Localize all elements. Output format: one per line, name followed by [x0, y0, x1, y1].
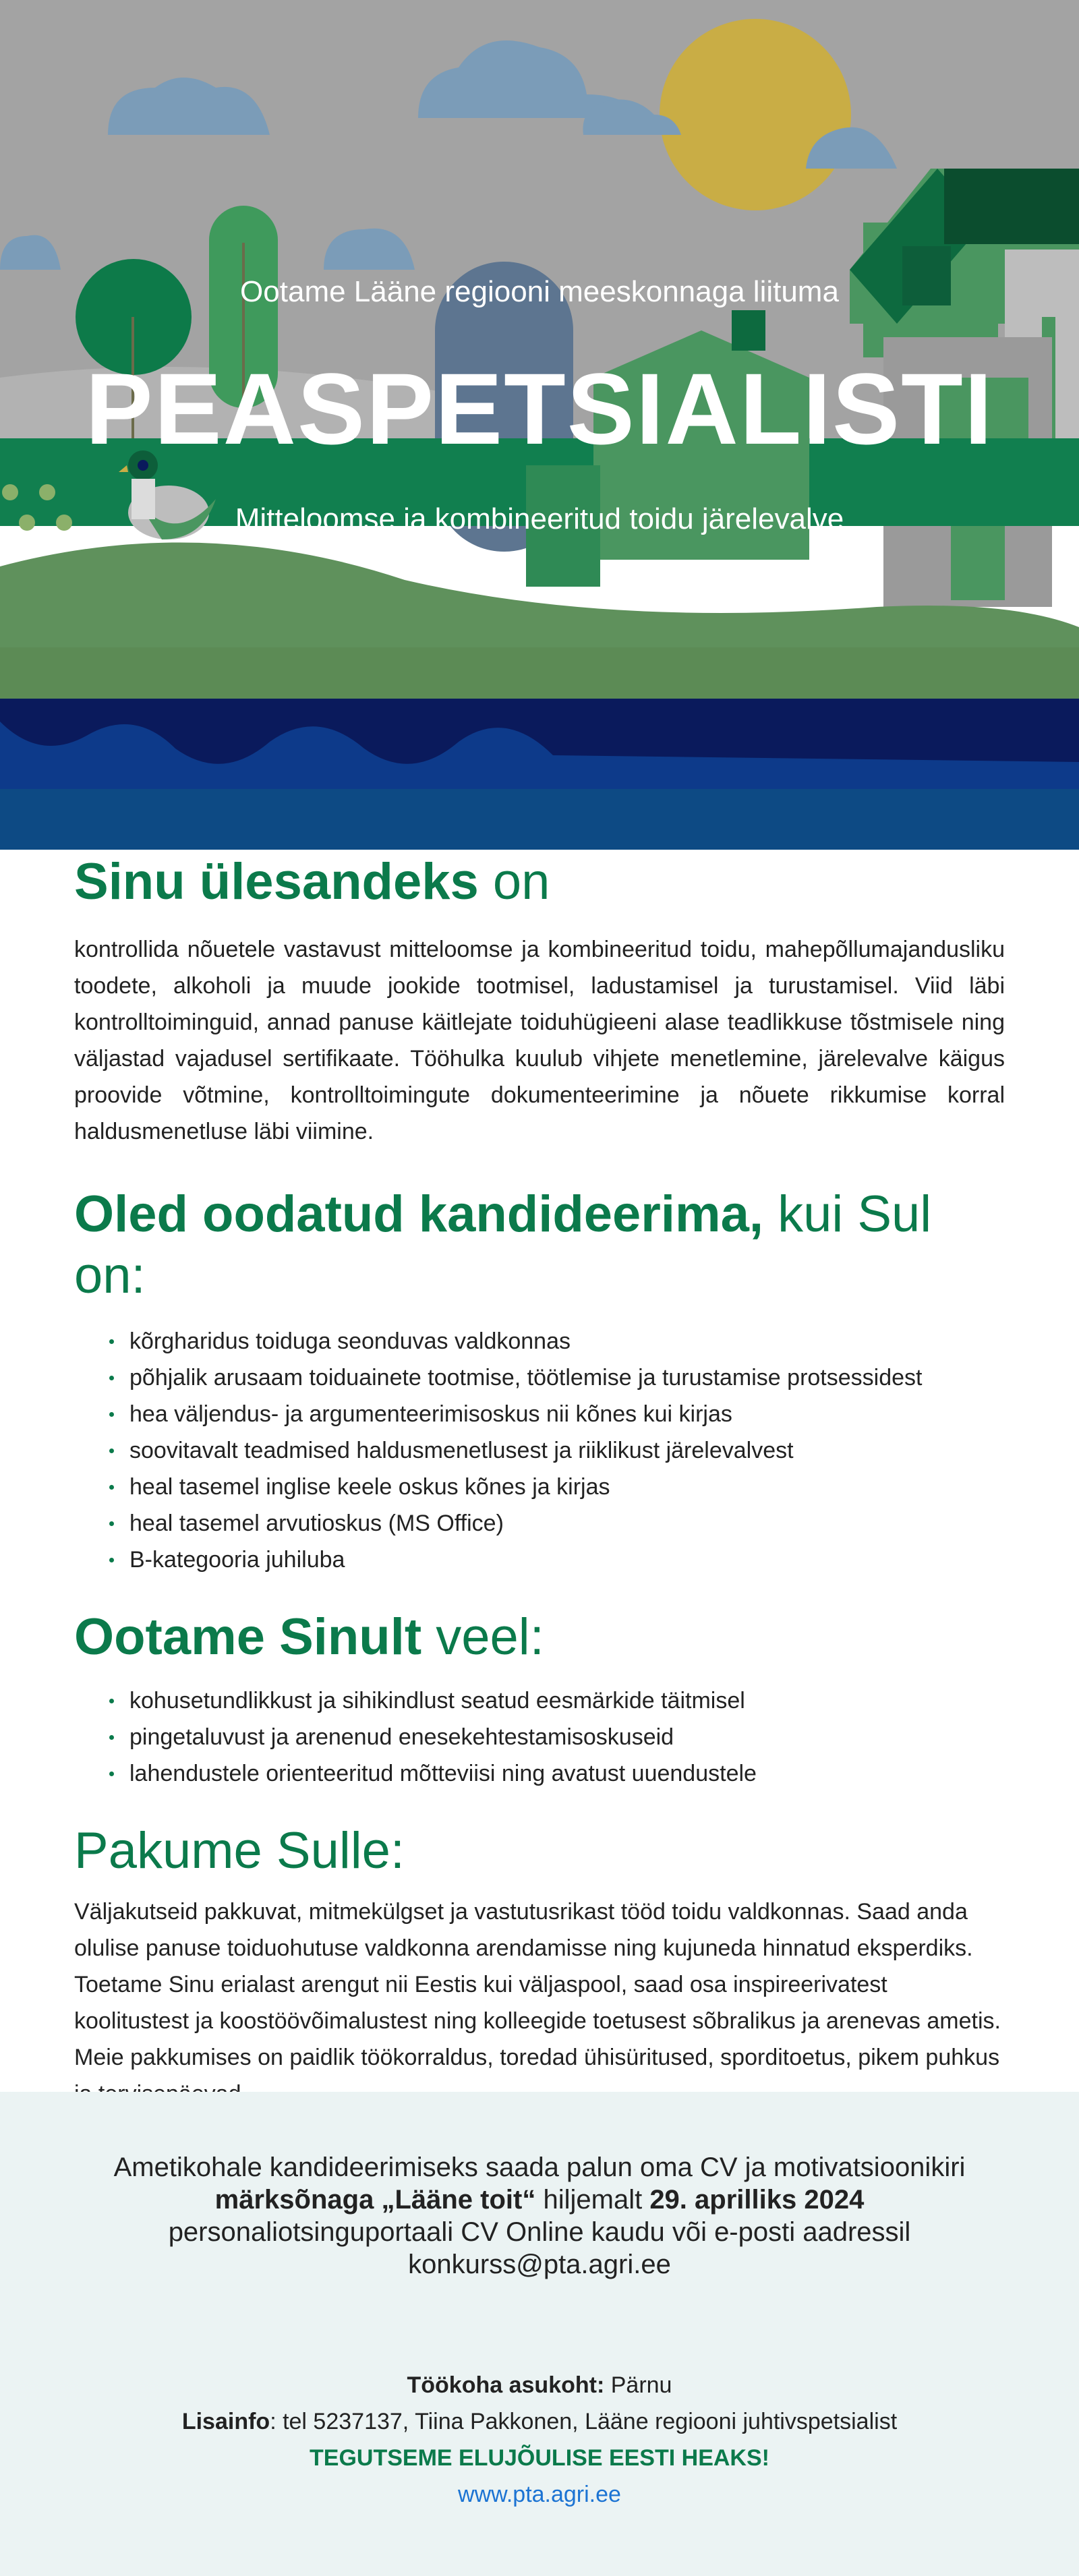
tasks-text: kontrollida nõuetele vastavust mitteloomse ja kombineeritud toidu, mahepõllumajandusliku toodete, alkoholi ja muude jookide tootmisel, ladustamisel ja turustamisel. Viid läbi kontrolltoiminguid, annad panuse käitlejate toiduhügieeni alase teadlikkuse tõstmisele ning väljastad vajadusel sertifikaate. Tööhulka kuulub vihjete menetlemine, järelevalve käigus proovide võtmine, kontrolltoimingute dokumenteerimine ja nõuete rikkumise korral haldusmenetluse läbi viimine. — [74, 937, 1005, 1145]
hero-banner — [0, 0, 1079, 850]
page-title: PEASPETSIALISTI — [85, 352, 994, 465]
offer-text — [74, 1894, 1005, 2112]
list-item: soovitavalt teadmised haldusmenetlusest ja riiklikust järelevalvest — [109, 1432, 1005, 1469]
sun-icon — [660, 19, 851, 210]
list-item: kõrgharidus toiduga seonduvas valdkonnas — [109, 1323, 1005, 1359]
expectations-list — [74, 1682, 1005, 1792]
requirements-list — [74, 1323, 1005, 1578]
footer — [0, 2092, 1079, 2576]
list-item: põhjalik arusaam toiduainete tootmise, töötlemise ja turustamise protsessidest — [109, 1359, 1005, 1396]
apply-deadline: 29. aprilliks 2024 — [649, 2185, 865, 2215]
offer-paragraph: Meie pakkumises on paidlik töökorraldus, toredad ühisüritused, sporditoetus, pikem puhkus — [74, 2044, 1000, 2070]
list-item: lahendustele orienteeritud mõtteviisi ning avatust uuendustele — [109, 1755, 1005, 1792]
hero-subtitle-top: Ootame Lääne regiooni meeskonnaga liituma — [240, 275, 839, 308]
requirements-heading: Oled oodatud kandideerima, kui Sul on: — [74, 1185, 932, 1305]
expectations-heading: Ootame Sinult veel: — [74, 1608, 544, 1666]
offer-paragraph: Toetame Sinu erialast arengut nii Eestis kui väljaspool, saad osa inspireerivatest koolitustest ja koostöövõimalustest ning kolleegide toetusest sõbralikus ja arenevas ametis. — [74, 1971, 1001, 2034]
list-item: heal tasemel inglise keele oskus kõnes ja kirjas — [109, 1469, 1005, 1505]
apply-line: märksõnaga „Lääne toit“ hiljemalt 29. aprilliks 2024 — [214, 2185, 865, 2215]
offer-paragraph: Väljakutseid pakkuvat, mitmekülgset ja vastutusrikast tööd toidu valdkonnas. Saad anda olulise panuse toiduohutuse valdkonna arendamisse ning kujuneda hinnatud eksperdiks. — [74, 1898, 973, 1961]
contact-info — [0, 2367, 1079, 2513]
offer-heading: Pakume Sulle: — [74, 1821, 405, 1879]
main-content — [74, 851, 1005, 2112]
website-link[interactable]: www.pta.agri.ee — [458, 2482, 621, 2507]
hero-subtitle-bottom: Mitteloomse ja kombineeritud toidu järelevalve — [235, 502, 844, 535]
apply-line: Ametikohale kandideerimiseks saada palun oma CV ja motivatsioonikiri — [113, 2153, 966, 2182]
tasks-heading: Sinu ülesandeks on — [74, 853, 550, 910]
info-line: Lisainfo: tel 5237137, Tiina Pakkonen, Lääne regiooni juhtivspetsialist — [181, 2409, 898, 2434]
apply-line: personaliotsinguportaali CV Online kaudu või e-posti aadressil — [168, 2217, 911, 2247]
list-item: heal tasemel arvutioskus (MS Office) — [109, 1505, 1005, 1542]
list-item: B-kategooria juhiluba — [109, 1542, 1005, 1578]
list-item: kohusetundlikkust ja sihikindlust seatud eesmärkide täitmisel — [109, 1682, 1005, 1719]
location-line: Töökoha asukoht: Pärnu — [407, 2372, 672, 2398]
apply-keyword: märksõnaga „Lääne toit“ — [214, 2185, 536, 2215]
application-instructions — [0, 2151, 1079, 2281]
slogan: TEGUTSEME ELUJÕULISE EESTI HEAKS! — [310, 2445, 769, 2471]
list-item: hea väljendus- ja argumenteerimisoskus nii kõnes kui kirjas — [109, 1396, 1005, 1432]
apply-email[interactable]: konkurss@pta.agri.ee — [408, 2250, 671, 2279]
list-item: pingetaluvust ja arenenud enesekehtestamisoskuseid — [109, 1719, 1005, 1755]
